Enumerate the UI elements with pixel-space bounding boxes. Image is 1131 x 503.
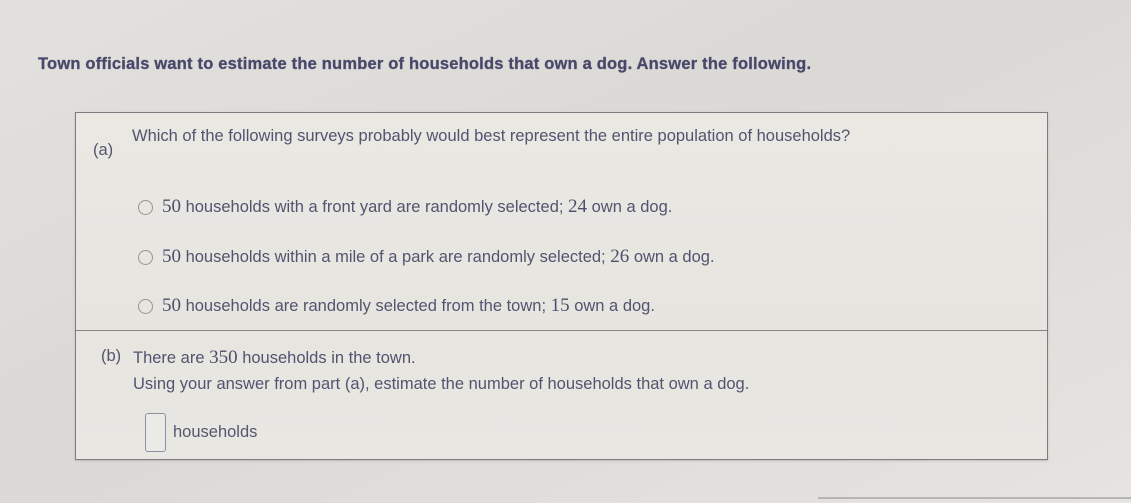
part-b-instruction: Using your answer from part (a), estimate the number of households that own a dog. [133, 375, 750, 393]
answer-unit-label: households [173, 423, 258, 441]
page-title: Town officials want to estimate the number of households that own a dog. Answer the following. [38, 55, 812, 73]
radio-button-option-2[interactable] [138, 250, 153, 265]
option-2-text [162, 246, 715, 268]
option-2-sample-size: 50 [162, 246, 181, 267]
option-3-text [162, 295, 655, 317]
option-2-dog-count: 26 [610, 246, 630, 267]
answer-input[interactable] [145, 413, 166, 452]
option-1-description: households with a front yard are randomly selected; [181, 198, 569, 216]
option-1-text [162, 196, 672, 218]
survey-option-3[interactable] [138, 295, 655, 317]
option-1-sample-size: 50 [162, 196, 181, 217]
option-1-suffix: own a dog. [587, 198, 673, 216]
part-b-statement-pre: There are [133, 349, 210, 367]
radio-button-option-1[interactable] [138, 200, 153, 215]
option-2-suffix: own a dog. [629, 248, 715, 266]
survey-option-2[interactable] [138, 246, 715, 268]
option-3-description: households are randomly selected from the town; [181, 297, 551, 315]
part-b-statement-post: households in the town. [237, 349, 416, 367]
part-a-question: Which of the following surveys probably would best represent the entire population of households? [132, 127, 851, 145]
problem-card [75, 112, 1048, 460]
bottom-edge-line [818, 497, 1131, 499]
answer-row [145, 413, 257, 452]
survey-option-1[interactable] [138, 196, 672, 218]
option-3-sample-size: 50 [162, 295, 181, 316]
part-b-statement [133, 347, 416, 369]
part-a-section [76, 113, 1047, 331]
total-households-number: 350 [209, 347, 238, 368]
option-1-dog-count: 24 [568, 196, 588, 217]
part-b-label: (b) [101, 347, 122, 365]
option-3-dog-count: 15 [550, 295, 570, 316]
option-2-description: households within a mile of a park are randomly selected; [181, 248, 611, 266]
part-a-label: (a) [93, 141, 114, 159]
option-3-suffix: own a dog. [569, 297, 655, 315]
part-b-section [76, 333, 1047, 461]
radio-button-option-3[interactable] [138, 299, 153, 314]
